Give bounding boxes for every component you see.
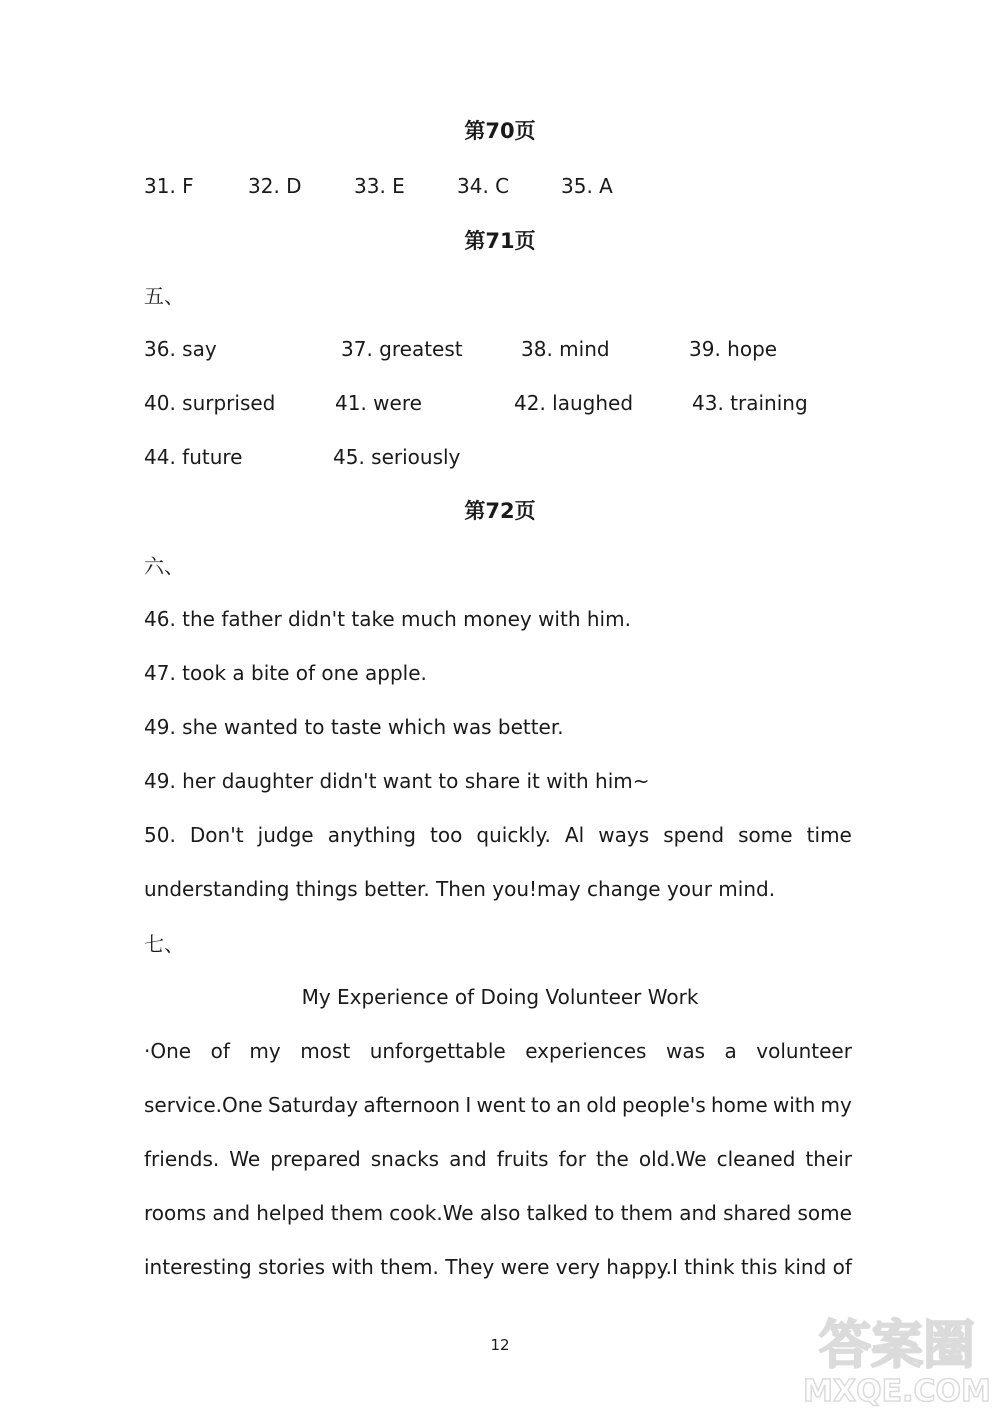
word: very	[555, 1255, 600, 1279]
word: prepared	[270, 1147, 361, 1171]
answer-42: 42. laughed	[514, 391, 634, 415]
word: kind	[783, 1255, 827, 1279]
word: snacks	[370, 1147, 440, 1171]
word: quickly.	[476, 823, 551, 847]
page-heading-72: 第72页	[464, 499, 536, 523]
word: to	[530, 1093, 551, 1117]
answer-37: 37. greatest	[341, 337, 463, 361]
word: shared	[723, 1201, 792, 1225]
sentence-50-line-1	[144, 821, 852, 849]
word: friends.	[144, 1147, 220, 1171]
word: too	[430, 823, 463, 847]
word: people's	[622, 1093, 706, 1117]
answer-33: 33. E	[354, 174, 405, 198]
answer-35: 35. A	[561, 174, 613, 198]
word: old.We	[638, 1147, 707, 1171]
word: them.	[380, 1255, 439, 1279]
word: old	[586, 1093, 617, 1117]
word: service.One	[144, 1093, 263, 1117]
word: with	[772, 1093, 816, 1117]
word: happy.I	[606, 1255, 678, 1279]
word: them	[330, 1201, 384, 1225]
section-seven-label: 七、	[144, 932, 184, 956]
answer-row-36-39	[0, 335, 1000, 363]
word: this	[740, 1255, 778, 1279]
essay-line-4	[144, 1199, 852, 1227]
essay-title: My Experience of Doing Volunteer Work	[301, 985, 699, 1009]
word: and	[212, 1201, 251, 1225]
sentence-47: 47. took a bite of one apple.	[144, 661, 427, 685]
word: volunteer	[756, 1039, 852, 1063]
word: cleaned	[716, 1147, 796, 1171]
word: home	[710, 1093, 768, 1117]
word: They	[445, 1255, 495, 1279]
essay-line-5	[144, 1253, 852, 1281]
essay-line-3	[144, 1145, 852, 1173]
word: Saturday	[267, 1093, 359, 1117]
word: of	[832, 1255, 852, 1279]
word: an	[556, 1093, 582, 1117]
word: judge	[257, 823, 314, 847]
watermark-url-text: MXQE.COM	[803, 1374, 991, 1409]
word: of	[210, 1039, 230, 1063]
word: my	[820, 1093, 852, 1117]
answer-row-40-43	[0, 389, 1000, 417]
word: and	[679, 1201, 717, 1225]
word: We	[229, 1147, 261, 1171]
answer-row-31-35	[0, 172, 1000, 200]
word: helped	[256, 1201, 325, 1225]
word: stories	[258, 1255, 326, 1279]
word: them	[620, 1201, 673, 1225]
answer-38: 38. mind	[521, 337, 610, 361]
word: a	[724, 1039, 737, 1063]
answer-36: 36. say	[144, 337, 217, 361]
word: unforgettable	[369, 1039, 506, 1063]
answer-32: 32. D	[248, 174, 302, 198]
word: and	[449, 1147, 487, 1171]
word: rooms	[144, 1201, 207, 1225]
word: the	[596, 1147, 629, 1171]
word: experiences	[525, 1039, 647, 1063]
word: I	[465, 1093, 472, 1117]
word: was	[665, 1039, 706, 1063]
word: ways	[598, 823, 650, 847]
word: were	[500, 1255, 550, 1279]
word: afternoon	[363, 1093, 461, 1117]
word: 50.	[144, 823, 176, 847]
watermark-logo	[802, 1301, 992, 1411]
word: with	[331, 1255, 374, 1279]
sentence-49b: 49. her daughter didn't want to share it with him~	[144, 769, 650, 793]
watermark-logo-text: 答案圈	[818, 1316, 976, 1376]
page-heading-70: 第70页	[464, 119, 536, 143]
answer-43: 43. training	[692, 391, 808, 415]
word: their	[805, 1147, 852, 1171]
word: went	[476, 1093, 526, 1117]
word: some	[738, 823, 793, 847]
answer-45: 45. seriously	[333, 445, 461, 469]
page-heading-71: 第71页	[464, 229, 536, 253]
answer-row-44-45	[0, 443, 1000, 471]
page-number: 12	[490, 1336, 510, 1354]
word: cook.We	[389, 1201, 474, 1225]
sentence-50-line-2: understanding things better. Then you!may change your mind.	[144, 877, 776, 901]
word: Don't	[189, 823, 244, 847]
word: some	[797, 1201, 852, 1225]
word: interesting	[144, 1255, 252, 1279]
sentence-46: 46. the father didn't take much money with him.	[144, 607, 631, 631]
essay-line-2	[144, 1091, 852, 1119]
word: ·One	[144, 1039, 192, 1063]
answer-39: 39. hope	[689, 337, 778, 361]
answer-34: 34. C	[457, 174, 510, 198]
word: my	[249, 1039, 281, 1063]
word: talked	[526, 1201, 589, 1225]
word: also	[479, 1201, 521, 1225]
word: most	[300, 1039, 351, 1063]
answer-41: 41. were	[335, 391, 422, 415]
section-six-label: 六、	[144, 554, 184, 578]
sentence-49a: 49. she wanted to taste which was better.	[144, 715, 564, 739]
word: fruits	[496, 1147, 549, 1171]
word: Al	[564, 823, 585, 847]
essay-line-1	[144, 1037, 852, 1065]
answer-31: 31. F	[144, 174, 194, 198]
word: for	[558, 1147, 586, 1171]
answer-44: 44. future	[144, 445, 243, 469]
word: think	[684, 1255, 735, 1279]
answer-40: 40. surprised	[144, 391, 276, 415]
section-five-label: 五、	[144, 284, 184, 308]
word: anything	[327, 823, 416, 847]
word: to	[594, 1201, 615, 1225]
word: time	[806, 823, 852, 847]
word: spend	[663, 823, 725, 847]
